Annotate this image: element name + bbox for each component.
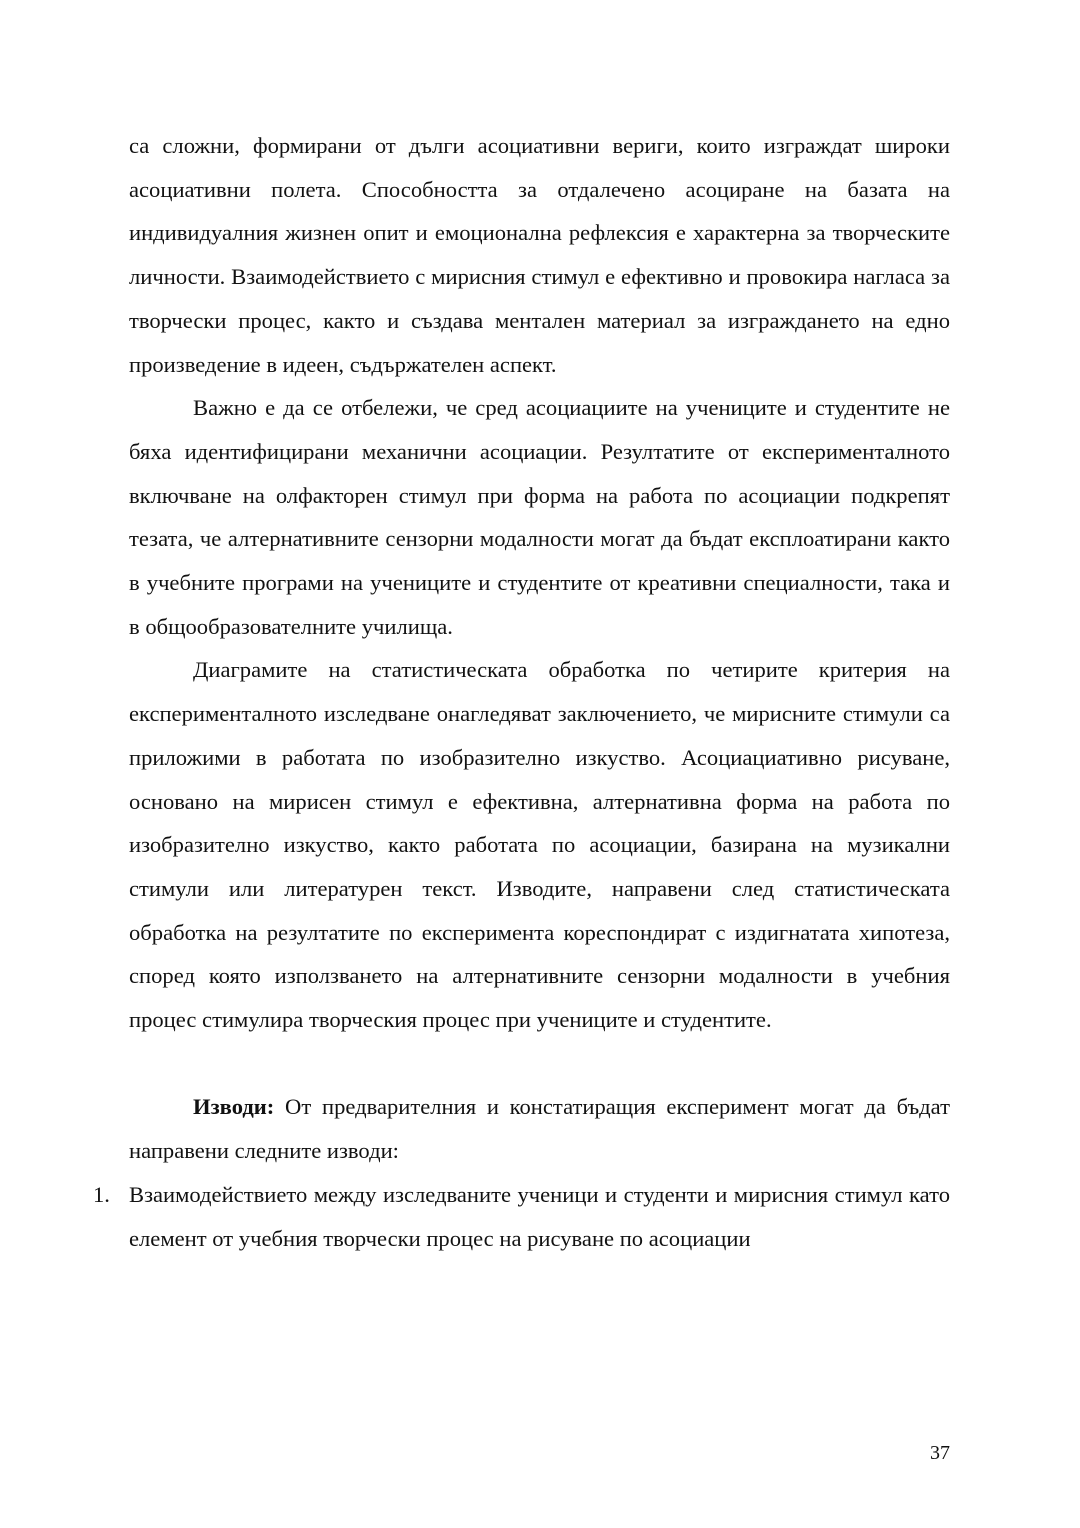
- list-item-number: 1.: [93, 1181, 110, 1207]
- conclusions-list: [93, 1173, 950, 1260]
- conclusions-paragraph: [129, 1085, 950, 1172]
- paragraph-continuation: са сложни, формирани от дълги асоциативни вериги, които изграждат широки асоциативни полета. Способността за отдалечено асоциране на базата на индивидуалния жизнен опит и емоционална рефлексия е характерна за творческите личности. Взаимодействието с мирисния стимул е ефективно и провокира нагласа за творчески процес, както и създава ментален материал за изграждането на едно произведение в идеен, съдържателен аспект.: [129, 133, 950, 377]
- paragraph-mechanical-associations: Важно е да се отбележи, че сред асоциациите на учениците и студентите не бяха идентифицирани механични асоциации. Резултатите от експерименталното включване на олфакторен стимул при форма на работа по асоциации подкрепят тезата, че алтернативните сензорни модалности могат да бъдат експлоатирани както в учебните програми на учениците и студентите от креативни специалности, така и в общообразователните училища.: [129, 395, 950, 639]
- conclusions-heading: Изводи:: [193, 1094, 275, 1120]
- list-item: [93, 1173, 950, 1260]
- list-item-text: Взаимодействието между изследваните ученици и студенти и мирисния стимул като елемент от учебния творчески процес на рисуване по асоциации: [129, 1181, 950, 1251]
- conclusions-intro-text: От предварителния и констатиращия експеримент могат да бъдат направени следните изводи:: [129, 1094, 950, 1164]
- page-number: 37: [930, 1442, 950, 1464]
- paragraph-diagrams-conclusion: Диаграмите на статистическата обработка по четирите критерия на експерименталното изследване онагледяват заключението, че мирисните стимули са приложими в работата по изобразително изкуство. Асоциациативно рисуване, основано на мирисен стимул е ефективна, алтернативна форма на работа по изобразително изкуство, както работата по асоциации, базирана на музикални стимули или литературен текст. Изводите, направени след статистическата обработка на резултатите по експеримента кореспондират с издигнатата хипотеза, според която използването на алтернативните сензорни модалности в учебния процес стимулира творческия процес при учениците и студентите.: [129, 657, 950, 1033]
- body-text: [93, 124, 950, 1260]
- paragraph-spacer: [129, 1042, 950, 1086]
